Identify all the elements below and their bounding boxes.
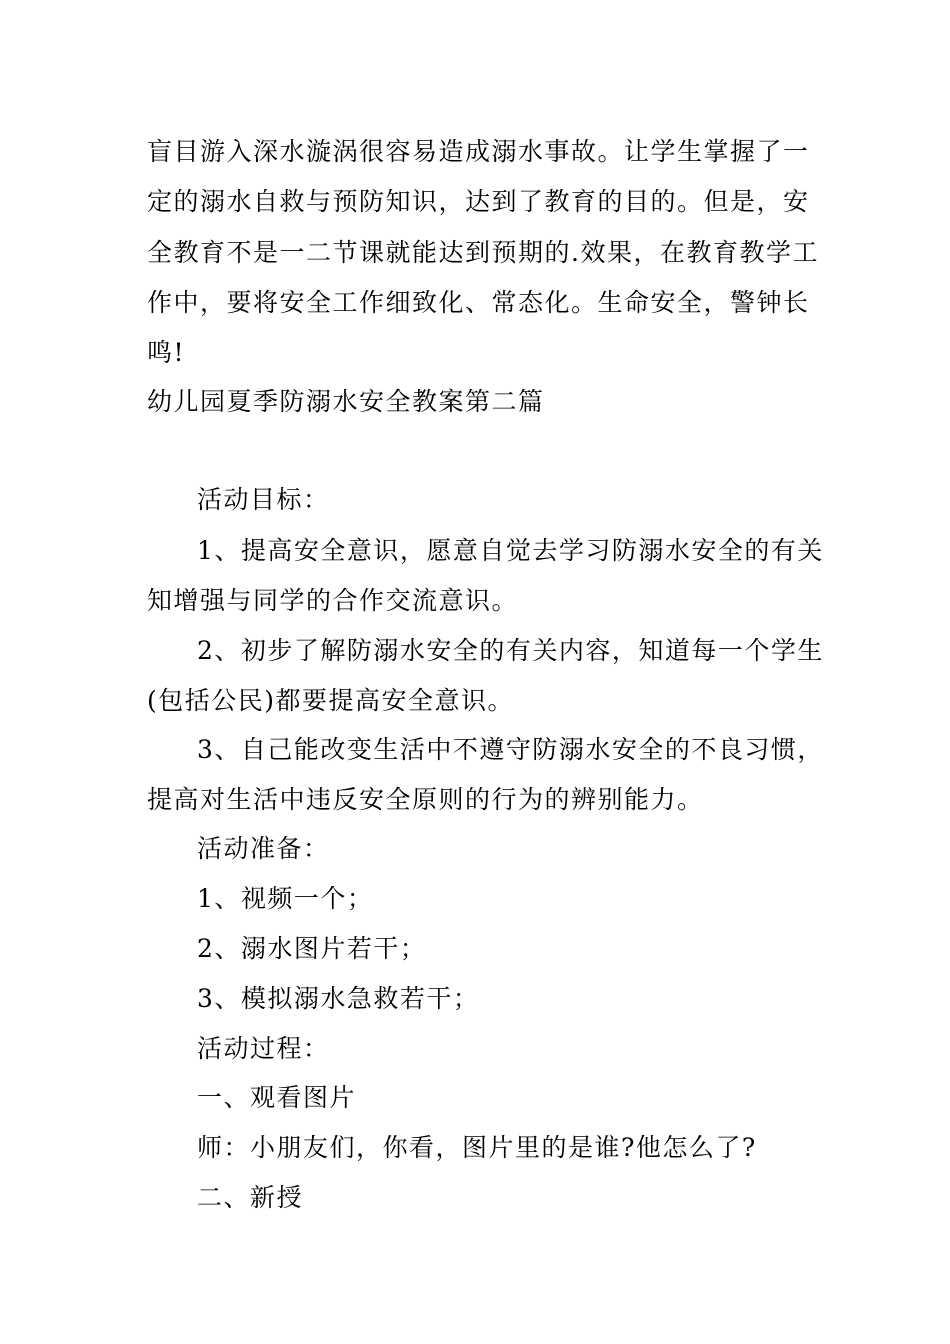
goal-1-line: 1、提高安全意识，愿意自觉去学习防溺水安全的有关 <box>197 536 824 565</box>
goal-3-line: 提高对生活中违反安全原则的行为的辨别能力。 <box>147 785 704 814</box>
prep-item: 2、溺水图片若干； <box>197 934 427 963</box>
goal-2-line: 2、初步了解防溺水安全的有关内容，知道每一个学生 <box>197 636 824 665</box>
goal-3-line: 3、自己能改变生活中不遵守防溺水安全的不良习惯， <box>197 735 824 764</box>
body-text-line: 定的溺水自救与预防知识，达到了教育的目的。但是，安 <box>147 187 810 216</box>
step-1-title: 一、观看图片 <box>197 1083 357 1112</box>
body-text-line: 鸣! <box>147 338 186 367</box>
step-2-title: 二、新授 <box>197 1183 304 1212</box>
prep-item: 1、视频一个； <box>197 884 374 913</box>
body-text-line: 作中，要将安全工作细致化、常态化。生命安全，警钟长 <box>147 288 810 317</box>
prep-heading: 活动准备： <box>197 834 330 863</box>
teacher-line: 师：小朋友们，你看，图片里的是谁?他怎么了? <box>197 1133 757 1162</box>
section-title: 幼儿园夏季防溺水安全教案第二篇 <box>147 387 545 416</box>
goal-2-line: (包括公民)都要提高安全意识。 <box>147 686 515 715</box>
goal-1-line: 知增强与同学的合作交流意识。 <box>147 586 519 615</box>
process-heading: 活动过程： <box>197 1034 330 1063</box>
goals-heading: 活动目标： <box>197 485 330 514</box>
prep-item: 3、模拟溺水急救若干； <box>197 984 480 1013</box>
body-text-line: 盲目游入深水漩涡很容易造成溺水事故。让学生掌握了一 <box>147 137 810 166</box>
body-text-line: 全教育不是一二节课就能达到预期的.效果，在教育教学工 <box>147 238 819 267</box>
